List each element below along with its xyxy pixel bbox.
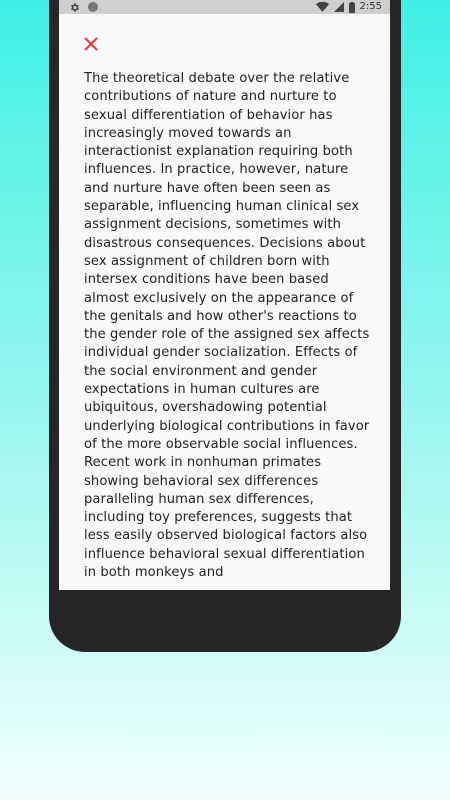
close-button[interactable] — [81, 34, 101, 54]
clock: 2:55 — [359, 1, 382, 12]
signal-icon — [334, 2, 344, 12]
wifi-icon — [316, 2, 329, 12]
circle-icon — [88, 2, 98, 12]
battery-icon — [349, 2, 355, 13]
close-icon — [81, 34, 101, 54]
article-text: The theoretical debate over the relative contributions of nature and nurture to sexual differentiation of behavior has increasingly moved towards an interactionist explanation requiring both influences. In practice, however, nature and nurture have often been seen as separable, influencing human clinical sex assignment decisions, sometimes with disastrous consequences. Decisions about sex assignment of children born with intersex conditions have been based almost exclusively on the appearance of the genitals and how other's reactions to the gender role of the assigned sex affects individual gender socialization. Effects of the social environment and gender expectations in human cultures are ubiquitous, overshadowing potential underlying biological contributions in favor of the more observable social influences. Recent work in nonhuman primates showing behavioral sex differences paralleling human sex differences, including toy preferences, suggests that less easily observed biological factors also influence behavioral sexual differentiation in both monkeys and — [84, 71, 370, 581]
app-screen[interactable] — [59, 0, 390, 590]
status-bar — [59, 0, 390, 14]
gear-icon — [69, 2, 80, 13]
